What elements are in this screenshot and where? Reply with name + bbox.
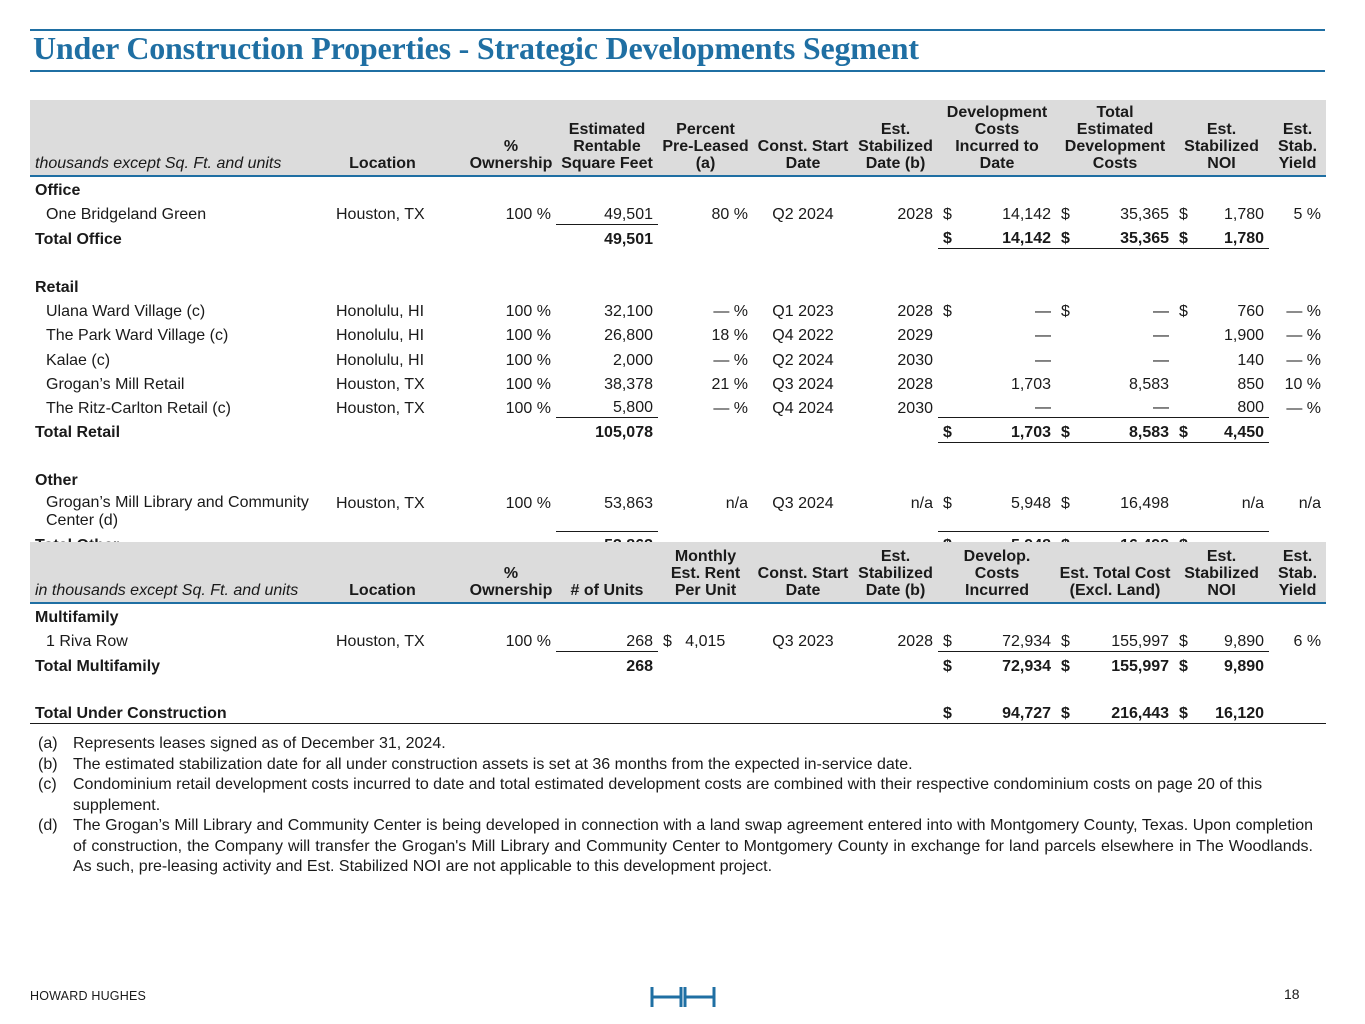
header-start-date: Const. Start Date	[753, 100, 853, 176]
section-label: Office	[35, 182, 81, 200]
pre-leased: — %	[713, 351, 748, 369]
property-name: The Park Ward Village (c)	[46, 327, 229, 345]
currency-symbol	[1056, 321, 1074, 345]
stabilized-date: 2028	[897, 633, 933, 651]
currency-symbol	[1174, 370, 1192, 394]
header-rentable-sq-ft: Estimated Rentable Square Feet	[556, 100, 658, 176]
stabilized-date: n/a	[910, 495, 933, 513]
currency-symbol: $	[1056, 490, 1074, 531]
currency-symbol: $	[663, 633, 672, 651]
grand-total-noi: 16,120	[1192, 700, 1269, 724]
footnote-text: Condominium retail development costs incurred to date and total estimated development costs are combined with their respective condominium costs on page 20 of this supplement.	[73, 776, 1263, 814]
total-label: Total Office	[35, 230, 122, 248]
property-name: One Bridgeland Green	[46, 206, 207, 224]
multifamily-table	[30, 542, 1326, 724]
total-rsf: 105,078	[595, 424, 653, 442]
currency-symbol	[938, 370, 956, 394]
start-date: Q4 2022	[772, 327, 834, 345]
table-row	[30, 345, 1326, 369]
currency-symbol	[938, 394, 956, 418]
costs-incurred: 1,703	[1010, 375, 1051, 393]
currency-symbol: $	[1056, 418, 1074, 442]
under-construction-table	[30, 100, 1326, 556]
rentable-sq-ft: 26,800	[604, 327, 653, 345]
grand-total-row	[30, 700, 1326, 724]
currency-symbol	[1056, 370, 1074, 394]
stabilized-date: 2028	[897, 206, 933, 224]
footnote-text: The estimated stabilization date for all under construction assets is set at 36 months from the expected in-service date.	[73, 755, 913, 773]
stab-yield: 6 %	[1293, 633, 1322, 651]
property-name: The Ritz-Carlton Retail (c)	[46, 399, 231, 417]
currency-symbol: $	[938, 700, 956, 724]
header-units-note: thousands except Sq. Ft. and units	[30, 100, 331, 176]
rent-value: 4,015	[685, 633, 726, 651]
rentable-sq-ft: 5,800	[556, 394, 658, 418]
header-costs-incurred: Development Costs Incurred to Date	[938, 100, 1056, 176]
header-stab-yield: Est. Stab. Yield	[1269, 542, 1326, 603]
rentable-sq-ft: 49,501	[556, 200, 658, 224]
total-label: Total Multifamily	[35, 657, 161, 675]
header-location: Location	[331, 100, 436, 176]
currency-symbol: $	[1061, 303, 1070, 321]
pre-leased: 80 %	[711, 206, 748, 224]
table-row	[30, 200, 1326, 224]
table-row	[30, 627, 1326, 651]
monthly-rent	[658, 627, 753, 651]
location: Houston, TX	[336, 399, 425, 417]
property-name: Grogan’s Mill Library and Community Center (d)	[46, 494, 309, 530]
section-heading-office	[30, 176, 1326, 200]
total-costs: —	[1153, 327, 1170, 345]
ownership: 100 %	[505, 327, 551, 345]
total-costs: —	[1153, 351, 1170, 369]
header-location: Location	[331, 542, 436, 603]
table-header-row	[30, 542, 1326, 603]
header-stabilized-noi: Est. Stabilized NOI	[1174, 542, 1269, 603]
currency-symbol: $	[1179, 206, 1188, 224]
header-start-date: Const. Start Date	[753, 542, 853, 603]
footnote-marker: (d)	[38, 817, 58, 834]
costs-incurred: —	[1035, 327, 1051, 345]
stab-yield: — %	[1286, 351, 1322, 369]
currency-symbol: $	[938, 627, 956, 651]
header-stabilized-noi: Est. Stabilized NOI	[1174, 100, 1269, 176]
location: Houston, TX	[336, 495, 425, 513]
stabilized-noi: 1,780	[1223, 206, 1265, 224]
header-stab-yield: Est. Stab. Yield	[1269, 100, 1326, 176]
currency-symbol: $	[1061, 657, 1070, 675]
header-monthly-rent: Monthly Est. Rent Per Unit	[658, 542, 753, 603]
footnote-marker: (b)	[38, 755, 58, 773]
currency-symbol: $	[1179, 303, 1188, 321]
header-stabilized-date: Est. Stabilized Date (b)	[853, 100, 938, 176]
currency-symbol: $	[938, 490, 956, 531]
section-label: Retail	[35, 278, 79, 296]
total-estimated-costs: 8,583	[1074, 418, 1174, 442]
currency-symbol	[1174, 321, 1192, 345]
table-row	[30, 297, 1326, 321]
rentable-sq-ft: 2,000	[612, 351, 653, 369]
currency-symbol	[938, 321, 956, 345]
header-units: # of Units	[556, 542, 658, 603]
currency-symbol: $	[1174, 700, 1192, 724]
table-row	[30, 394, 1326, 418]
start-date: Q4 2024	[772, 399, 834, 417]
grand-total-estimated-cost: 216,443	[1074, 700, 1174, 724]
header-total-costs: Total Estimated Development Costs	[1056, 100, 1174, 176]
total-costs: 35,365	[1120, 206, 1170, 224]
currency-symbol	[938, 345, 956, 369]
pre-leased: — %	[713, 399, 748, 417]
currency-symbol: $	[943, 303, 952, 321]
section-heading-other	[30, 466, 1326, 490]
stabilized-date: 2030	[897, 351, 933, 369]
total-costs: 8,583	[1128, 375, 1170, 393]
footnote	[38, 816, 1313, 878]
stabilized-date: 2028	[897, 303, 933, 321]
hh-logo-icon	[650, 986, 716, 1013]
ownership: 100 %	[505, 495, 551, 513]
stabilized-date: 2030	[897, 399, 933, 417]
currency-symbol: $	[943, 657, 952, 675]
total-costs: —	[1153, 303, 1170, 321]
footnote-text: Represents leases signed as of December 31, 2024.	[73, 735, 446, 752]
pre-leased: 21 %	[711, 375, 748, 393]
location: Honolulu, HI	[336, 327, 425, 345]
stabilized-noi: 140	[1237, 351, 1265, 369]
currency-symbol: $	[938, 224, 956, 248]
total-rsf: 49,501	[604, 230, 653, 248]
stabilized-noi: n/a	[1192, 490, 1269, 531]
grand-total-costs-incurred: 94,727	[956, 700, 1056, 724]
table-row	[30, 321, 1326, 345]
footnote	[38, 775, 1313, 816]
total-noi: 4,450	[1192, 418, 1269, 442]
page-title: Under Construction Properties - Strategic Developments Segment	[33, 30, 919, 66]
rentable-sq-ft: 38,378	[604, 375, 653, 393]
stabilized-noi: 800	[1192, 394, 1269, 418]
currency-symbol: $	[1056, 224, 1074, 248]
footnote-marker: (a)	[38, 735, 58, 752]
ownership: 100 %	[505, 633, 551, 651]
title-bottom-rule	[30, 70, 1325, 72]
header-costs-incurred: Develop. Costs Incurred	[938, 542, 1056, 603]
header-ownership: % Ownership	[436, 100, 556, 176]
total-units: 268	[626, 657, 653, 675]
ownership: 100 %	[505, 303, 551, 321]
stab-yield: — %	[1286, 303, 1322, 321]
pre-leased: 18 %	[711, 327, 748, 345]
total-noi: 9,890	[1224, 657, 1265, 675]
stabilized-noi: 850	[1237, 375, 1265, 393]
costs-incurred: 14,142	[1002, 206, 1051, 224]
start-date: Q3 2024	[772, 495, 834, 513]
currency-symbol: $	[1179, 657, 1188, 675]
stab-yield: 10 %	[1284, 375, 1322, 393]
costs-incurred: —	[1035, 303, 1051, 321]
ownership: 100 %	[505, 206, 551, 224]
section-label: Multifamily	[35, 609, 119, 627]
costs-incurred: —	[956, 394, 1056, 418]
header-pre-leased: Percent Pre-Leased (a)	[658, 100, 753, 176]
table-row	[30, 490, 1326, 531]
currency-symbol: $	[938, 418, 956, 442]
total-costs-incurred: 72,934	[1002, 657, 1052, 675]
currency-symbol	[1174, 345, 1192, 369]
property-name: Ulana Ward Village (c)	[46, 303, 206, 321]
currency-symbol: $	[1174, 418, 1192, 442]
stab-yield: n/a	[1298, 495, 1322, 513]
footnotes	[38, 734, 1313, 878]
stabilized-noi: 760	[1237, 303, 1265, 321]
property-name: Kalae (c)	[46, 351, 111, 369]
stabilized-date: 2029	[897, 327, 933, 345]
ownership: 100 %	[505, 351, 551, 369]
currency-symbol: $	[1174, 224, 1192, 248]
stab-yield: — %	[1286, 327, 1322, 345]
company-name: HOWARD HUGHES	[30, 989, 147, 1003]
total-costs: —	[1074, 394, 1174, 418]
location: Houston, TX	[336, 375, 425, 393]
total-row-retail	[30, 418, 1326, 442]
costs-incurred: 5,948	[956, 490, 1056, 531]
footnote	[38, 734, 1313, 755]
currency-symbol: $	[943, 206, 952, 224]
currency-symbol	[1056, 345, 1074, 369]
currency-symbol	[1174, 394, 1192, 418]
rentable-sq-ft: 32,100	[604, 303, 653, 321]
total-costs: 16,498	[1074, 490, 1174, 531]
start-date: Q2 2024	[772, 206, 834, 224]
currency-symbol: $	[1056, 627, 1074, 651]
stabilized-noi: 9,890	[1192, 627, 1269, 651]
header-ownership: % Ownership	[436, 542, 556, 603]
rentable-sq-ft: 53,863	[556, 490, 658, 531]
total-estimated-cost: 155,997	[1111, 657, 1170, 675]
total-row-office	[30, 224, 1326, 248]
total-costs-incurred: 14,142	[956, 224, 1056, 248]
table-header-row	[30, 100, 1326, 176]
header-units-note: in thousands except Sq. Ft. and units	[30, 542, 331, 603]
pre-leased: n/a	[725, 495, 748, 513]
total-noi: 1,780	[1192, 224, 1269, 248]
stabilized-noi: 1,900	[1223, 327, 1265, 345]
table-row	[30, 370, 1326, 394]
stab-yield: — %	[1286, 399, 1322, 417]
total-row-multifamily	[30, 651, 1326, 675]
property-name: 1 Riva Row	[46, 633, 128, 651]
unit-count: 268	[556, 627, 658, 651]
property-name: Grogan’s Mill Retail	[46, 375, 185, 393]
footnote-text: The Grogan’s Mill Library and Community Center is being developed in connection with a land swap agreement entered into with Montgomery County, Texas. Upon completion of construction, the Company will transfer the Grogan's Mill Library and Community Center to Montgomery County in exchange for land parcels elsewhere in The Woodlands. As such, pre-leasing activity and Est. Stabilized NOI are not applicable to this development project.	[73, 817, 1313, 875]
currency-symbol: $	[1056, 700, 1074, 724]
costs-incurred: 72,934	[956, 627, 1056, 651]
total-label: Total Retail	[35, 424, 121, 442]
grand-total-label: Total Under Construction	[30, 700, 331, 724]
currency-symbol: $	[1174, 627, 1192, 651]
currency-symbol: $	[1061, 206, 1070, 224]
header-stabilized-date: Est. Stabilized Date (b)	[853, 542, 938, 603]
start-date: Q1 2023	[772, 303, 834, 321]
location: Honolulu, HI	[336, 351, 425, 369]
total-costs-incurred: 1,703	[956, 418, 1056, 442]
total-cost: 155,997	[1074, 627, 1174, 651]
currency-symbol	[1056, 394, 1074, 418]
pre-leased: — %	[713, 303, 748, 321]
ownership: 100 %	[505, 375, 551, 393]
section-heading-retail	[30, 273, 1326, 297]
location: Houston, TX	[336, 633, 425, 651]
costs-incurred: —	[1035, 351, 1051, 369]
start-date: Q2 2024	[772, 351, 834, 369]
footnote	[38, 755, 1313, 776]
location: Houston, TX	[336, 206, 425, 224]
start-date: Q3 2024	[772, 375, 834, 393]
stabilized-date: 2028	[897, 375, 933, 393]
location: Honolulu, HI	[336, 303, 425, 321]
page-number: 18	[1284, 986, 1300, 1002]
ownership: 100 %	[505, 399, 551, 417]
total-estimated-costs: 35,365	[1074, 224, 1174, 248]
stab-yield: 5 %	[1293, 206, 1322, 224]
section-heading-multifamily	[30, 603, 1326, 627]
header-total-cost: Est. Total Cost (Excl. Land)	[1056, 542, 1174, 603]
section-label: Other	[35, 472, 78, 490]
start-date: Q3 2023	[772, 633, 834, 651]
currency-symbol	[1174, 490, 1192, 531]
footnote-marker: (c)	[38, 776, 57, 793]
